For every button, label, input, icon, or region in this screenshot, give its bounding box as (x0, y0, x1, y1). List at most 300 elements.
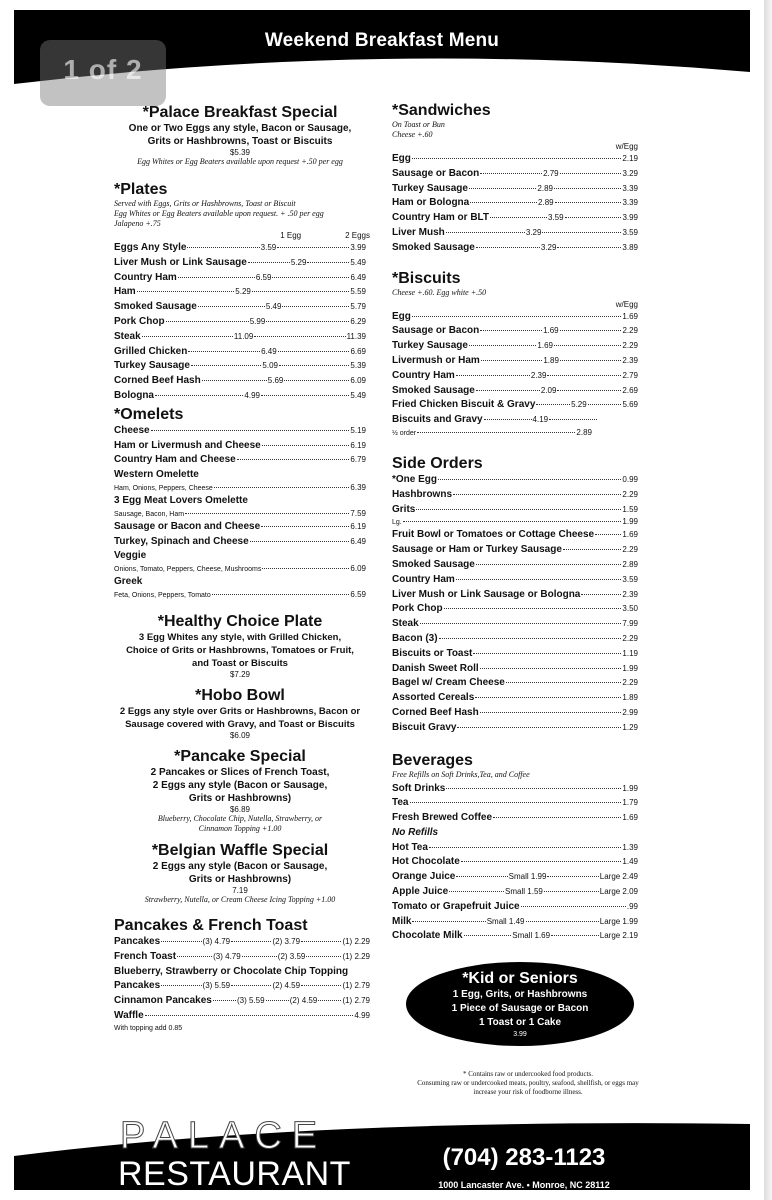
leader-dots (214, 487, 350, 488)
item-name: Smoked Sausage (392, 241, 475, 253)
leader-dots (464, 935, 512, 936)
menu-page (14, 10, 750, 1190)
item-name: French Toast (114, 950, 177, 962)
leader-dots (446, 788, 621, 789)
pancake-note: Blueberry, Chocolate Chip, Nutella, Strawberry, or (157, 813, 323, 823)
leader-dots (318, 1000, 341, 1001)
price-with-egg: 2.39 (622, 355, 638, 365)
price-large: Large 2.19 (599, 931, 639, 941)
menu-item (392, 602, 638, 617)
price-small: Small 1.99 (508, 872, 547, 882)
leader-dots (456, 375, 530, 376)
footnote-line: Consuming raw or undercooked meats, poultry, seafood, shellfish, or eggs may (417, 1079, 639, 1087)
leader-dots (145, 1015, 354, 1016)
item-name: Ham or Livermush and Cheese (114, 439, 261, 451)
item-price: 1.49 (622, 857, 638, 867)
biscuits-section (392, 270, 638, 439)
price-with-egg: 3.29 (622, 168, 639, 178)
sandwiches-note: Cheese +.60 (392, 130, 433, 139)
price-2: (2) 4.59 (272, 981, 301, 991)
sandwiches-section (392, 102, 638, 256)
item-name: Fruit Bowl or Tomatoes or Cottage Cheese (392, 529, 595, 541)
item-name: *One Egg (392, 473, 438, 485)
item-name: Biscuits and Gravy (392, 414, 483, 426)
plates-section (114, 181, 370, 404)
healthy-section (114, 613, 366, 679)
price-1-egg: 5.29 (235, 287, 251, 297)
leader-dots (480, 330, 542, 331)
item-name: Corned Beef Hash (392, 706, 479, 718)
phone-number[interactable]: (704) 283-1123 (442, 1144, 606, 1171)
leader-dots (410, 802, 622, 803)
leader-dots (185, 513, 349, 514)
leader-dots (444, 608, 622, 609)
menu-item (392, 691, 638, 706)
leader-dots (470, 202, 537, 203)
price-plain: 3.29 (540, 242, 557, 252)
menu-title: Weekend Breakfast Menu (264, 30, 500, 51)
menu-item (392, 617, 638, 632)
leader-dots (272, 277, 349, 278)
price-plain: 1.89 (543, 355, 559, 365)
leader-dots (212, 594, 350, 595)
item-price: 1.59 (622, 504, 638, 514)
item-name: Soft Drinks (392, 782, 446, 794)
item-name: Steak (114, 330, 141, 342)
price-1-egg: 5.49 (265, 302, 282, 312)
item-price: 7.99 (622, 619, 638, 629)
leader-dots (476, 564, 622, 565)
item-description (114, 509, 366, 520)
item-name: Country Ham (392, 573, 455, 585)
leader-dots (557, 390, 621, 391)
item-price: 2.29 (622, 489, 638, 499)
item-name: Turkey, Spinach and Cheese (114, 535, 249, 547)
leader-dots (549, 419, 597, 420)
item-price: 5.19 (350, 425, 366, 435)
item-price: 2.89 (622, 559, 638, 569)
price-small: Small 1.49 (486, 916, 525, 926)
left-column (114, 102, 371, 1033)
price-plain: 3.59 (547, 213, 564, 223)
price-with-egg: 2.29 (622, 326, 639, 336)
menu-item (392, 167, 638, 182)
leader-dots (250, 541, 350, 542)
item-description-text: Sausage, Bacon, Ham (114, 510, 185, 518)
palace-special-price: $5.39 (229, 148, 251, 157)
plates-title: *Plates (114, 181, 168, 198)
leader-dots (439, 638, 622, 639)
item-price: 1.89 (622, 693, 638, 703)
item-name: Egg (392, 310, 411, 322)
menu-item (392, 211, 638, 226)
item-name: Country Ham (114, 271, 177, 283)
item-price: 1.99 (622, 783, 638, 793)
item-name: Bagel w/ Cream Cheese (392, 677, 505, 689)
item-description-text: Feta, Onions, Peppers, Tomato (114, 591, 211, 599)
price-with-egg: 5.69 (622, 400, 639, 410)
menu-item (114, 468, 366, 483)
kids-seniors-oval (406, 962, 634, 1046)
beverages-section (392, 752, 638, 945)
leader-dots (417, 432, 575, 433)
price-small: Small 1.69 (512, 931, 551, 941)
leader-dots (284, 380, 349, 381)
item-price: 1.79 (622, 798, 638, 808)
menu-item (392, 543, 638, 558)
biscuits-title: *Biscuits (392, 269, 461, 287)
menu-item (392, 354, 638, 369)
item-name: Liver Mush or Link Sausage (114, 256, 247, 268)
leader-dots (420, 623, 622, 624)
pancake-section (114, 748, 366, 834)
item-name: Pancakes (114, 980, 161, 992)
pancakes-topping-list (114, 979, 370, 1009)
beverages-list (392, 782, 638, 826)
leader-dots (457, 727, 621, 728)
menu-item (392, 588, 638, 603)
hobo-line: Sausage covered with Gravy, and Toast or Biscuits (125, 718, 355, 730)
menu-item (392, 182, 638, 197)
menu-item (114, 535, 366, 550)
price-with-egg: 2.19 (622, 154, 638, 163)
item-price: 6.19 (350, 440, 366, 450)
price-plain: 2.09 (540, 385, 557, 395)
leader-dots (469, 188, 536, 189)
menu-item (392, 900, 638, 915)
item-name: Sausage or Bacon (392, 167, 480, 179)
omelets-list (114, 424, 366, 601)
leader-dots (262, 568, 349, 569)
item-name: Greek (114, 576, 143, 588)
price-2-eggs: 6.69 (350, 346, 367, 356)
pancakes-ft-list (114, 935, 370, 965)
price-large: Large 1.99 (599, 916, 639, 926)
price-1-egg: 11.09 (233, 331, 254, 341)
leader-dots (266, 321, 349, 322)
item-name: Grits (392, 503, 416, 515)
leader-dots (595, 534, 621, 535)
price-small: Small 1.59 (505, 887, 543, 897)
item-price: 1.19 (622, 648, 638, 658)
price-2: (2) 3.79 (272, 936, 301, 946)
leader-dots (557, 247, 621, 248)
menu-item (392, 855, 638, 870)
right-column (392, 102, 638, 944)
item-price: 6.09 (350, 564, 366, 574)
item-name: Biscuit Gravy (392, 721, 457, 733)
topping-line-text: Blueberry, Strawberry or Chocolate Chip Topping (114, 965, 349, 977)
item-price: 1.69 (622, 813, 638, 823)
menu-item (392, 929, 638, 944)
price-2-eggs: 5.79 (350, 302, 366, 312)
item-name: Country Ham (392, 369, 455, 381)
topping-line (114, 965, 370, 980)
menu-item (114, 439, 366, 454)
menu-item (392, 226, 638, 241)
leader-dots (266, 1000, 289, 1001)
menu-item (392, 241, 638, 256)
item-description (114, 590, 366, 601)
leader-dots (551, 935, 599, 936)
leader-dots (493, 817, 621, 818)
footnote-line: * Contains raw or undercooked food products. (462, 1070, 594, 1078)
item-name: Tomato or Grapefruit Juice (392, 900, 520, 912)
price-with-egg: 3.89 (622, 242, 638, 252)
pancake-line: Grits or Hashbrowns) (188, 792, 292, 804)
plates-col-2eggs: 2 Eggs (345, 231, 370, 240)
waffle-note: Strawberry, Nutella, or Cream Cheese Icing Topping +1.00 (144, 894, 336, 904)
leader-dots (231, 985, 271, 986)
price-with-egg: 3.99 (622, 213, 639, 223)
kids-title: *Kid or Seniors (462, 970, 578, 987)
leader-dots (261, 526, 349, 527)
item-price: 6.79 (350, 455, 366, 465)
leader-dots (202, 380, 267, 381)
menu-item (114, 494, 366, 509)
leader-dots (476, 390, 540, 391)
leader-dots (277, 247, 349, 248)
item-name: 3 Egg Meat Lovers Omelette (114, 494, 248, 506)
item-price: 7.59 (350, 508, 366, 518)
leader-dots (429, 847, 621, 848)
price-with-egg: 2.29 (622, 341, 638, 351)
price-1-egg: 4.99 (244, 390, 260, 400)
waffle-section (114, 842, 366, 905)
price-plain: 2.89 (537, 183, 553, 193)
leader-dots (261, 395, 349, 396)
menu-item (392, 841, 638, 856)
leader-dots (213, 1000, 236, 1001)
leader-dots (542, 232, 621, 233)
item-name: Chocolate Milk (392, 930, 463, 942)
leader-dots (480, 712, 622, 713)
leader-dots (161, 985, 201, 986)
leader-dots (560, 360, 622, 361)
waffle-line: 2 Eggs any style (Bacon or Sausage, (152, 860, 328, 872)
menu-item (392, 488, 638, 503)
restaurant-address: 1000 Lancaster Ave. • Monroe, NC 28112 (438, 1180, 610, 1190)
menu-item (114, 345, 366, 360)
item-name: Waffle (114, 1009, 144, 1021)
leader-dots (161, 941, 201, 942)
leader-dots (252, 291, 350, 292)
menu-item (392, 196, 638, 211)
pancakes-ft-section (114, 917, 370, 1033)
menu-item (114, 285, 366, 300)
price-1-egg: 5.99 (249, 316, 266, 326)
item-price: 2.29 (622, 633, 638, 643)
menu-item (114, 575, 366, 590)
plates-list (114, 241, 366, 404)
leader-dots (306, 956, 341, 957)
menu-item (392, 324, 638, 339)
price-large: Large 2.49 (599, 872, 639, 882)
footnote-line: increase your risk of foodborne illness. (473, 1088, 583, 1096)
menu-item (392, 915, 638, 930)
sides-title: Side Orders (392, 454, 483, 472)
leader-dots (581, 594, 621, 595)
price-2-eggs: 6.29 (350, 316, 366, 326)
leader-dots (177, 956, 212, 957)
leader-dots (453, 494, 621, 495)
price-3: (3) 5.59 (236, 996, 265, 1006)
item-name: Liver Mush (392, 226, 445, 238)
sandwiches-note: On Toast or Bun (392, 120, 445, 129)
pancakes-ft-title: Pancakes & French Toast (114, 916, 308, 934)
biscuits-col-wegg: w/Egg (615, 299, 638, 309)
leader-dots (191, 365, 261, 366)
menu-item (114, 300, 366, 315)
item-name: Fried Chicken Biscuit & Gravy (392, 399, 536, 411)
leader-dots (456, 579, 622, 580)
pancake-line: 2 Eggs any style (Bacon or Sausage, (152, 779, 328, 791)
plates-col-1egg: 1 Egg (280, 231, 302, 240)
menu-item (114, 271, 366, 286)
omelets-title: *Omelets (114, 405, 184, 423)
omelets-section (114, 406, 366, 601)
biscuits-note: Cheese +.60. Egg white +.50 (392, 287, 487, 297)
menu-item (392, 369, 638, 384)
hobo-section (114, 687, 366, 740)
leader-dots (484, 419, 532, 420)
leader-dots (555, 202, 622, 203)
leader-dots (151, 430, 350, 431)
price-1: (1) 2.79 (342, 981, 371, 991)
leader-dots (248, 262, 290, 263)
leader-dots (142, 336, 233, 337)
sandwiches-column-header (392, 142, 638, 152)
price-1-egg: 6.59 (255, 272, 272, 282)
menu-item (114, 359, 366, 374)
item-description-text: Onions, Tomato, Peppers, Cheese, Mushrooms (114, 566, 262, 574)
leader-dots (412, 316, 622, 317)
leader-dots (237, 459, 350, 460)
palace-special-line: One or Two Eggs any style, Bacon or Sausage, (128, 123, 352, 134)
menu-item (114, 330, 366, 345)
menu-item (392, 413, 638, 428)
leader-dots (301, 941, 341, 942)
item-description-text: Ham, Onions, Peppers, Cheese (114, 484, 213, 492)
menu-item (392, 721, 638, 736)
item-price: 2.29 (622, 678, 638, 688)
leader-dots (565, 217, 622, 218)
menu-item (392, 339, 638, 354)
item-name: Smoked Sausage (114, 301, 197, 313)
leader-dots (521, 906, 626, 907)
item-name: Hot Chocolate (392, 856, 460, 868)
waffle-title: *Belgian Waffle Special (151, 841, 329, 859)
item-name: Milk (392, 915, 412, 927)
no-refills-text: No Refills (392, 826, 439, 838)
item-name: Danish Sweet Roll (392, 662, 479, 674)
item-name: Pancakes (114, 935, 161, 947)
price-with-egg: 3.39 (622, 183, 638, 193)
restaurant-logo-bottom: RESTAURANT (118, 1155, 351, 1190)
menu-item (392, 310, 638, 325)
leader-dots (279, 365, 349, 366)
plates-note: Egg Whites or Egg Beaters available upon request. + .50 per egg (114, 209, 324, 218)
menu-item (392, 573, 638, 588)
menu-item (392, 782, 638, 797)
leader-dots (307, 262, 349, 263)
item-price: 6.39 (350, 482, 366, 492)
leader-dots (282, 306, 349, 307)
healthy-title: *Healthy Choice Plate (157, 612, 323, 630)
item-name: Smoked Sausage (392, 558, 475, 570)
leader-dots (166, 321, 249, 322)
price-plain: 2.79 (543, 168, 559, 178)
pancakes-ft-note: With topping add 0.85 (114, 1024, 183, 1032)
item-name: Ham or Bologna (392, 197, 470, 209)
item-name: Fresh Brewed Coffee (392, 812, 493, 824)
page-indicator (40, 40, 166, 106)
leader-dots (526, 921, 599, 922)
sides-section (392, 455, 638, 736)
page-indicator-label: 1 of 2 (63, 54, 143, 85)
item-name: Steak (392, 618, 419, 630)
hobo-title: *Hobo Bowl (195, 686, 285, 704)
price-1: (1) 2.29 (342, 951, 371, 961)
menu-item (392, 662, 638, 677)
item-price: 3.50 (622, 604, 638, 614)
price-2: (2) 3.59 (277, 951, 306, 961)
leader-dots (438, 479, 621, 480)
leader-dots (461, 861, 622, 862)
item-price: 2.39 (622, 589, 638, 599)
leader-dots (560, 330, 622, 331)
price-3: (3) 5.59 (202, 981, 231, 991)
item-price: 2.99 (622, 707, 638, 717)
price-2-eggs: 5.39 (350, 361, 366, 371)
leader-dots (506, 682, 622, 683)
leader-dots (490, 217, 547, 218)
price-2: (2) 4.59 (289, 996, 318, 1006)
hobo-line: 2 Eggs any style over Grits or Hashbrowns, Bacon or (119, 705, 361, 717)
leader-dots (155, 395, 243, 396)
page-edge-shadow (764, 0, 772, 1200)
item-name: Sausage or Bacon and Cheese (114, 520, 261, 532)
sandwiches-col-wegg: w/Egg (615, 142, 638, 151)
price-2-eggs: 6.09 (350, 376, 366, 386)
item-price: 1.69 (622, 530, 638, 540)
item-name: Cheese (114, 424, 150, 436)
menu-item (392, 398, 638, 413)
price-1: (1) 2.29 (342, 936, 371, 946)
price-3: (3) 4.79 (213, 951, 241, 961)
menu-item (392, 558, 638, 573)
healthy-line: and Toast or Biscuits (192, 657, 288, 669)
price-plain: 1.69 (543, 326, 559, 336)
leader-dots (480, 173, 542, 174)
leader-dots (547, 375, 621, 376)
item-price: 1.39 (622, 842, 638, 852)
leader-dots (481, 360, 543, 361)
item-name: Country Ham or BLT (392, 212, 490, 224)
menu-item (114, 979, 370, 994)
plates-note: Jalapeno +.75 (114, 219, 161, 228)
menu-item (114, 315, 366, 330)
item-description (114, 564, 366, 575)
restaurant-logo-top: PALACE (120, 1115, 328, 1157)
no-refills-label (392, 826, 638, 841)
kids-line: 1 Piece of Sausage or Bacon (451, 1003, 589, 1014)
item-name: Orange Juice (392, 871, 456, 883)
price-1-egg: 6.49 (261, 346, 277, 356)
menu-item (392, 517, 638, 528)
item-name: Eggs Any Style (114, 242, 187, 253)
leader-dots (554, 345, 621, 346)
